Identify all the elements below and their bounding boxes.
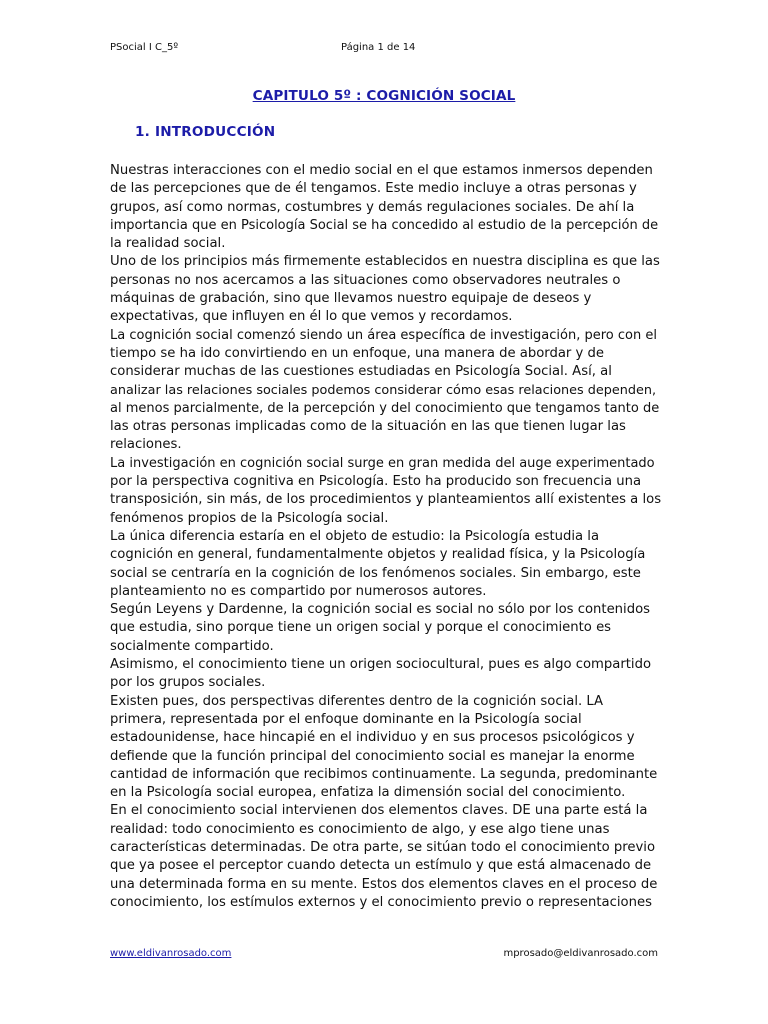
text-line: realidad: todo conocimiento es conocimiento de algo, y ese algo tiene unas	[110, 821, 610, 837]
text-line: de las percepciones que de él tengamos. Este medio incluye a otras personas y	[110, 181, 637, 197]
text-line: Según Leyens y Dardenne, la cognición social es social no sólo por los contenidos	[110, 602, 651, 618]
text-line: Existen pues, dos perspectivas diferentes dentro de la cognición social. LA	[110, 693, 604, 709]
page-footer	[110, 948, 658, 964]
text-line: La cognición social comenzó siendo un área específica de investigación, pero con el	[110, 327, 657, 343]
text-line: que estudia, sino porque tiene un origen social y porque el conocimiento es	[110, 620, 612, 636]
chapter-title: CAPITULO 5º : COGNICIÓN SOCIAL	[252, 88, 516, 104]
text-line: importancia que en Psicología Social se ha concedido al estudio de la percepción de	[110, 217, 659, 233]
text-line: en la Psicología social europea, enfatiza la dimensión social del conocimiento.	[110, 785, 626, 801]
text-line: planteamiento no es compartido por numerosos autores.	[110, 583, 487, 599]
text-line: transposición, sin más, de los procedimientos y planteamientos allí existentes a los	[110, 492, 662, 508]
text-line: características determinadas. De otra parte, se sitúan todo el conocimiento previo	[110, 839, 656, 855]
text-line: En el conocimiento social intervienen dos elementos claves. DE una parte está la	[110, 803, 648, 819]
text-line: tiempo se ha ido convirtiendo en un enfoque, una manera de abordar y de	[110, 345, 605, 361]
text-line: grupos, así como normas, costumbres y demás regulaciones sociales. De ahí la	[110, 199, 635, 215]
document-id: PSocial I C_5º	[110, 42, 179, 53]
body-text	[110, 162, 662, 912]
text-line: las otras personas implicadas como de la situación en las que tienen lugar las	[110, 419, 626, 435]
text-line: socialmente compartido.	[110, 638, 274, 654]
section-heading: 1. INTRODUCCIÓN	[135, 124, 276, 140]
text-line: la realidad social.	[110, 236, 226, 252]
text-line: social se centraría en la cognición de los fenómenos sociales. Sin embargo, este	[110, 565, 641, 581]
text-line: cantidad de información que recibimos continuamente. La segunda, predominante	[110, 766, 658, 782]
contact-email: mprosado@eldivanrosado.com	[503, 948, 658, 959]
website-link[interactable]: www.eldivanrosado.com	[110, 948, 232, 959]
text-line: Asimismo, el conocimiento tiene un origen sociocultural, pues es algo compartido	[110, 657, 652, 673]
text-line: Nuestras interacciones con el medio social en el que estamos inmersos dependen	[110, 163, 653, 178]
text-line: La única diferencia estaría en el objeto de estudio: la Psicología estudia la	[110, 528, 600, 544]
text-line: una determinada forma en su mente. Estos dos elementos claves en el proceso de	[110, 876, 658, 892]
page-number: Página 1 de 14	[341, 42, 416, 53]
text-line: La investigación en cognición social surge en gran medida del auge experimentado	[110, 455, 655, 471]
text-line: Uno de los principios más firmemente establecidos en nuestra disciplina es que las	[110, 254, 660, 270]
text-line: fenómenos propios de la Psicología social.	[110, 510, 389, 526]
text-line: expectativas, que influyen en él lo que vemos y recordamos.	[110, 309, 513, 325]
text-line: analizar las relaciones sociales podemos considerar cómo esas relaciones dependen,	[110, 382, 657, 398]
text-line: considerar muchas de las cuestiones estudiadas en Psicología Social. Así, al	[110, 364, 612, 380]
text-line: defiende que la función principal del conocimiento social es manejar la enorme	[110, 748, 635, 764]
text-line: primera, representada por el enfoque dominante en la Psicología social	[110, 711, 582, 727]
text-line: por la perspectiva cognitiva en Psicología. Esto ha producido son frecuencia una	[110, 474, 642, 490]
page-header	[110, 42, 658, 58]
text-line: estadounidense, hace hincapié en el individuo y en sus procesos psicológicos y	[110, 730, 635, 746]
text-line: conocimiento, los estímulos externos y el conocimiento previo o representaciones	[110, 894, 652, 910]
text-line: que ya posee el perceptor cuando detecta un estímulo y que está almacenado de	[110, 858, 652, 874]
text-line: cognición en general, fundamentalmente objetos y realidad física, y la Psicología	[110, 547, 646, 563]
text-line: personas no nos acercamos a las situaciones como observadores neutrales o	[110, 272, 621, 288]
text-line: relaciones.	[110, 437, 182, 453]
text-line: máquinas de grabación, sino que llevamos nuestro equipaje de deseos y	[110, 291, 592, 307]
text-line: al menos parcialmente, de la percepción y del conocimiento que tengamos tanto de	[110, 400, 660, 416]
text-line: por los grupos sociales.	[110, 675, 266, 691]
